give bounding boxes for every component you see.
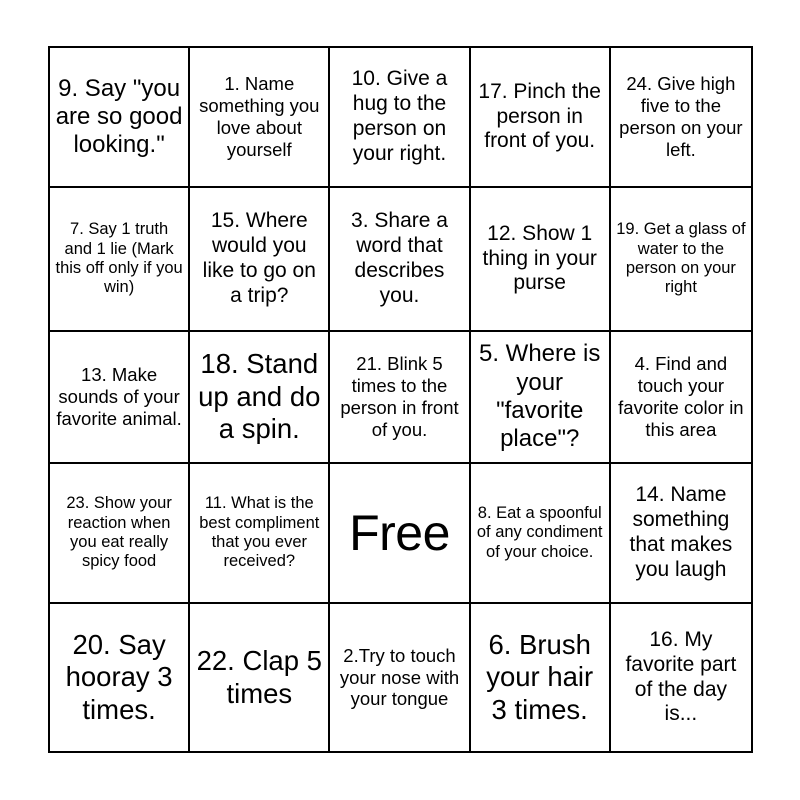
- bingo-cell-text: 7. Say 1 truth and 1 lie (Mark this off only if you win): [55, 220, 183, 297]
- bingo-cell-text: 16. My favorite part of the day is...: [625, 627, 737, 726]
- bingo-cell-text: 4. Find and touch your favorite color in this area: [618, 353, 744, 440]
- bingo-cell[interactable]: [190, 48, 330, 188]
- bingo-cell[interactable]: [190, 332, 330, 464]
- bingo-cell[interactable]: [50, 332, 190, 464]
- bingo-cell[interactable]: [471, 48, 611, 188]
- bingo-card-grid: [48, 46, 753, 753]
- bingo-cell-text: 5. Where is your "favorite place"?: [479, 340, 601, 453]
- bingo-cell[interactable]: [190, 604, 330, 751]
- bingo-cell-text: 21. Blink 5 times to the person in front of you.: [340, 353, 459, 440]
- bingo-cell[interactable]: [611, 332, 751, 464]
- bingo-cell-text: 17. Pinch the person in front of you.: [478, 79, 601, 153]
- bingo-cell-text: 8. Eat a spoonful of any condiment of your choice.: [476, 503, 603, 561]
- bingo-cell-text: 14. Name something that makes you laugh: [629, 483, 733, 581]
- bingo-cell-text: 3. Share a word that describes you.: [351, 209, 448, 307]
- bingo-cell[interactable]: [471, 464, 611, 604]
- bingo-cell-text: 12. Show 1 thing in your purse: [482, 221, 597, 295]
- bingo-cell[interactable]: [330, 604, 470, 751]
- bingo-cell[interactable]: [611, 188, 751, 332]
- bingo-cell[interactable]: [190, 464, 330, 604]
- bingo-cell-text: 1. Name something you love about yourself: [199, 73, 320, 160]
- bingo-cell[interactable]: [330, 332, 470, 464]
- bingo-cell-text: 13. Make sounds of your favorite animal.: [56, 364, 182, 429]
- bingo-cell-text: 9. Say "you are so good looking.": [55, 74, 183, 159]
- bingo-cell-text: 2.Try to touch your nose with your tongue: [339, 644, 460, 710]
- bingo-cell-text: 11. What is the best compliment that you ever received?: [199, 494, 320, 571]
- bingo-cell-text: 10. Give a hug to the person on your right.: [351, 67, 448, 165]
- bingo-cell[interactable]: [50, 464, 190, 604]
- bingo-cell[interactable]: [471, 604, 611, 751]
- bingo-cell[interactable]: [471, 332, 611, 464]
- bingo-cell-text: 6. Brush your hair 3 times.: [486, 628, 594, 725]
- bingo-cell-text: 19. Get a glass of water to the person on your right: [616, 220, 746, 297]
- bingo-cell[interactable]: [190, 188, 330, 332]
- bingo-cell[interactable]: [611, 604, 751, 751]
- bingo-cell-text: 20. Say hooray 3 times.: [65, 628, 173, 725]
- bingo-cell[interactable]: [50, 604, 190, 751]
- bingo-cell[interactable]: [611, 464, 751, 604]
- bingo-cell-text: 18. Stand up and do a spin.: [198, 348, 321, 445]
- bingo-cell[interactable]: [330, 188, 470, 332]
- bingo-cell-text: 23. Show your reaction when you eat really spicy food: [66, 494, 172, 571]
- free-space-label: Free: [349, 504, 450, 561]
- bingo-cell[interactable]: [611, 48, 751, 188]
- bingo-free-space[interactable]: [330, 464, 470, 604]
- bingo-cell[interactable]: [330, 48, 470, 188]
- bingo-cell-text: 15. Where would you like to go on a trip?: [202, 209, 316, 307]
- bingo-cell-text: 22. Clap 5 times: [196, 645, 322, 709]
- bingo-cell[interactable]: [471, 188, 611, 332]
- bingo-cell[interactable]: [50, 188, 190, 332]
- bingo-cell[interactable]: [50, 48, 190, 188]
- bingo-cell-text: 24. Give high five to the person on your left.: [619, 73, 743, 160]
